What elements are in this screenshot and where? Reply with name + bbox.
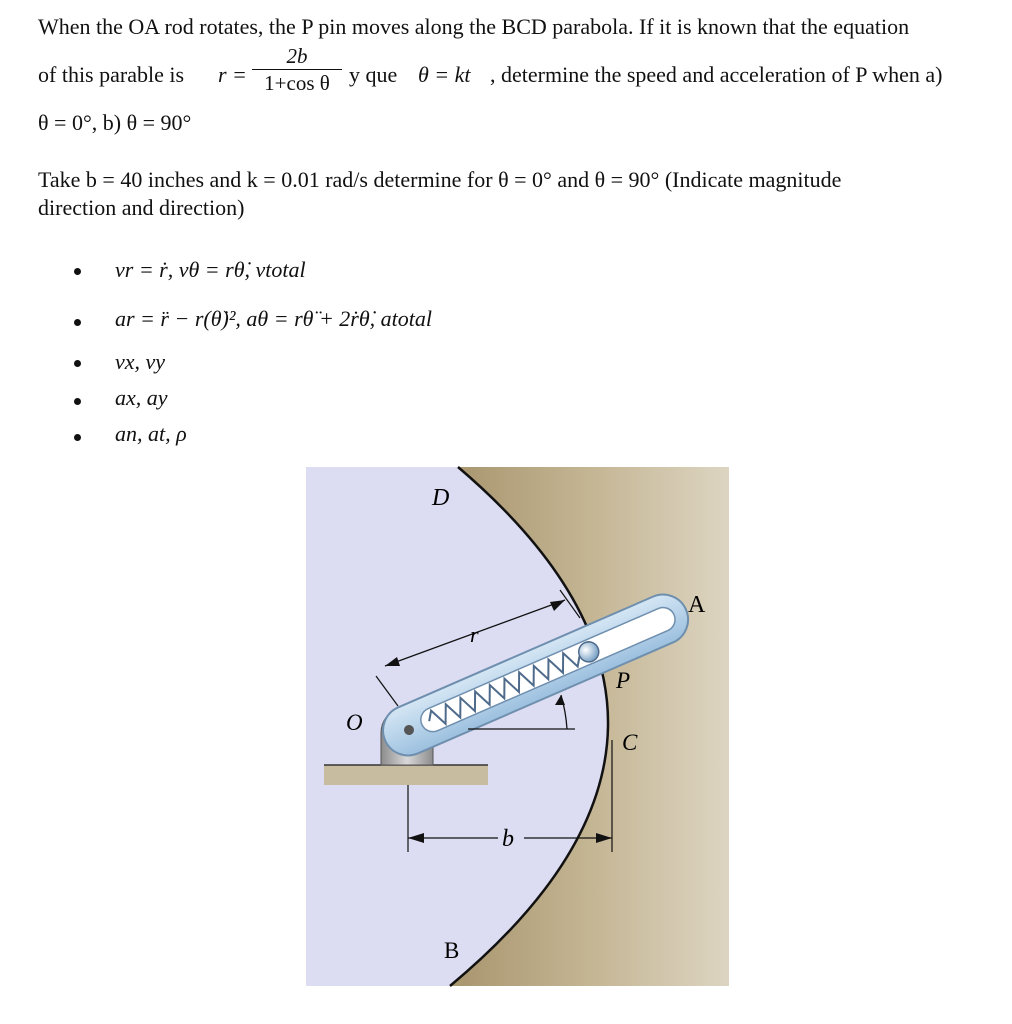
problem-line-2-connector: y que [349, 62, 398, 87]
label-d: D [432, 485, 450, 511]
label-a: A [688, 592, 706, 618]
problem-line-3: θ = 0°, b) θ = 90° [38, 110, 192, 135]
problem-line-2-prefix: of this parable is [38, 62, 185, 87]
label-r: r [470, 622, 479, 647]
fraction-denominator: 1+cos θ [264, 71, 330, 95]
bullet-item-vx-vy: vx, vy [115, 349, 166, 374]
equation-lhs: r = [218, 62, 247, 87]
problem-line-4: Take b = 40 inches and k = 0.01 rad/s determine for θ = 0° and θ = 90° (Indicate magnitude [38, 167, 842, 192]
label-o: O [346, 710, 363, 735]
problem-line-1: When the OA rod rotates, the P pin moves along the BCD parabola. If it is known that the equation [38, 14, 910, 39]
bullet-item-an-at-rho: an, at, ρ [115, 421, 187, 446]
equation-theta-kt: θ = kt [418, 62, 471, 87]
fraction-numerator: 2b [286, 44, 308, 68]
label-b-point: B [444, 938, 460, 963]
label-b-dimension: b [502, 826, 514, 852]
bullet-item-acceleration: ar = r̈ − r(θ̇)², aθ = rθ̈ + 2ṙθ̇, atotal [115, 306, 433, 331]
problem-line-5: direction and direction) [38, 195, 245, 220]
ground [324, 765, 488, 785]
label-c: C [622, 730, 638, 755]
bullet-item-velocity: vr = ṙ, vθ = rθ̇, vtotal [115, 257, 306, 282]
problem-line-2-end: , determine the speed and acceleration of P when a) [490, 62, 943, 87]
bullet-item-ax-ay: ax, ay [115, 385, 168, 410]
label-p: P [616, 668, 631, 693]
